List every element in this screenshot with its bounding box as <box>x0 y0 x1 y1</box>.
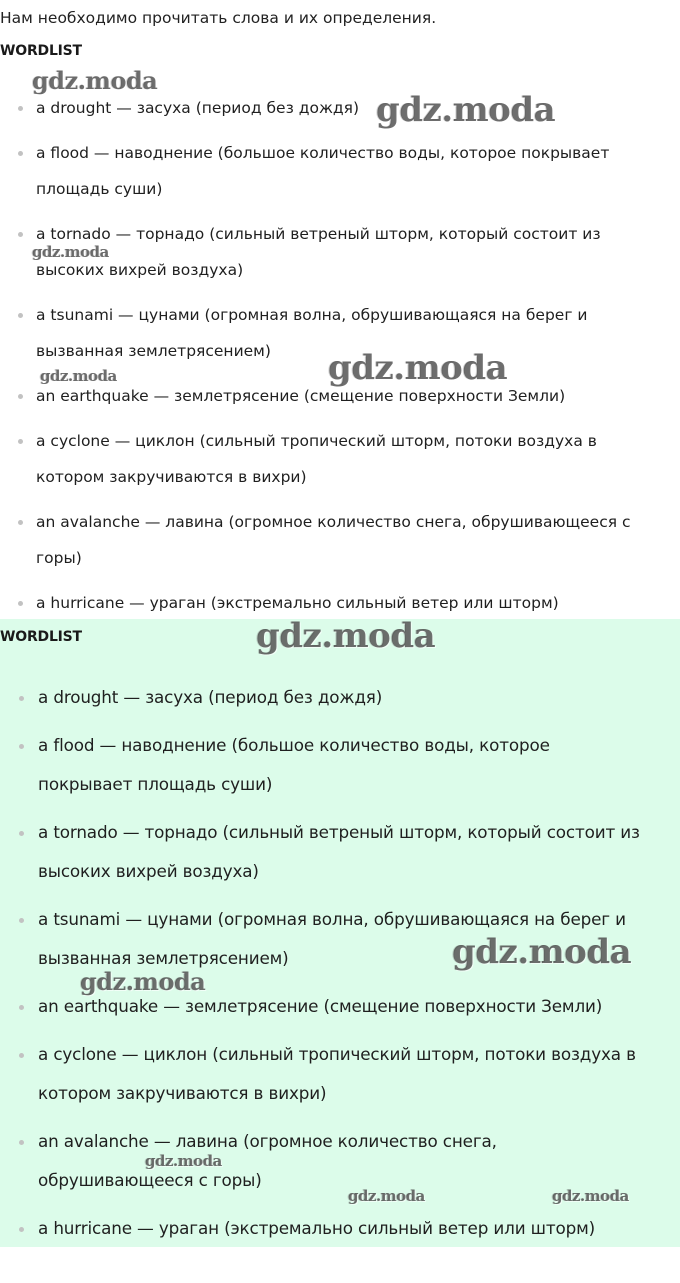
bullet-icon <box>18 106 23 111</box>
bullet-icon <box>19 696 24 701</box>
item-text: вызванная землетрясением) <box>36 342 271 360</box>
bullet-icon <box>19 1227 24 1232</box>
watermark: gdz.moda <box>376 90 556 130</box>
bullet-icon <box>19 831 24 836</box>
item-text: a drought — засуха (период без дождя) <box>36 99 360 117</box>
bullet-icon <box>19 1140 24 1145</box>
bullet-icon <box>19 1005 24 1010</box>
intro-text: Нам необходимо прочитать слова и их определения. <box>0 9 437 27</box>
bullet-icon <box>18 520 23 525</box>
bullet-icon <box>19 744 24 749</box>
wordlist-heading: WORDLIST <box>0 629 82 645</box>
item-text: котором закручиваются в вихри) <box>38 1083 327 1103</box>
item-text: площадь суши) <box>36 180 163 198</box>
watermark: gdz.moda <box>80 967 206 996</box>
watermark: gdz.moda <box>452 932 632 972</box>
item-text: an avalanche — лавина (огромное количество снега, <box>38 1131 497 1151</box>
item-text: котором закручиваются в вихри) <box>36 468 307 486</box>
item-text: a tornado — торнадо (сильный ветреный шторм, который состоит из <box>38 822 640 842</box>
watermark: gdz.moda <box>328 348 508 388</box>
watermark: gdz.moda <box>32 66 158 95</box>
bullet-icon <box>19 918 24 923</box>
watermark: gdz.moda <box>552 1187 629 1205</box>
watermark: gdz.moda <box>348 1187 425 1205</box>
item-text: an avalanche — лавина (огромное количество снега, обрушивающееся с <box>36 513 631 531</box>
bullet-icon <box>19 1053 24 1058</box>
watermark: gdz.moda <box>32 243 109 261</box>
item-text: высоких вихрей воздуха) <box>38 861 259 881</box>
bullet-icon <box>18 601 23 606</box>
item-text: a cyclone — циклон (сильный тропический шторм, потоки воздуха в <box>38 1044 636 1064</box>
item-text: an earthquake — землетрясение (смещение поверхности Земли) <box>36 387 566 405</box>
item-text: a drought — засуха (период без дождя) <box>38 687 383 707</box>
bullet-icon <box>18 439 23 444</box>
item-text: a flood — наводнение (большое количество воды, которое <box>38 735 550 755</box>
item-text: a tsunami — цунами (огромная волна, обрушивающаяся на берег и <box>36 306 588 324</box>
item-text: a hurricane — ураган (экстремально сильный ветер или шторм) <box>38 1218 596 1238</box>
item-text: вызванная землетрясением) <box>38 948 289 968</box>
item-text: обрушивающееся с горы) <box>38 1170 262 1190</box>
item-text: an earthquake — землетрясение (смещение поверхности Земли) <box>38 996 603 1016</box>
bullet-icon <box>18 232 23 237</box>
watermark: gdz.moda <box>256 616 436 656</box>
bullet-icon <box>18 313 23 318</box>
item-text: a tornado — торнадо (сильный ветреный шторм, который состоит из <box>36 225 601 243</box>
item-text: покрывает площадь суши) <box>38 774 273 794</box>
bullet-icon <box>18 394 23 399</box>
watermark: gdz.moda <box>145 1152 222 1170</box>
item-text: горы) <box>36 549 82 567</box>
wordlist-heading: WORDLIST <box>0 43 82 59</box>
item-text: a tsunami — цунами (огромная волна, обрушивающаяся на берег и <box>38 909 626 929</box>
item-text: высоких вихрей воздуха) <box>36 261 244 279</box>
bullet-icon <box>18 151 23 156</box>
item-text: a flood — наводнение (большое количество воды, которое покрывает <box>36 144 610 162</box>
item-text: a cyclone — циклон (сильный тропический шторм, потоки воздуха в <box>36 432 597 450</box>
item-text: a hurricane — ураган (экстремально сильный ветер или шторм) <box>36 594 559 612</box>
watermark: gdz.moda <box>40 367 117 385</box>
